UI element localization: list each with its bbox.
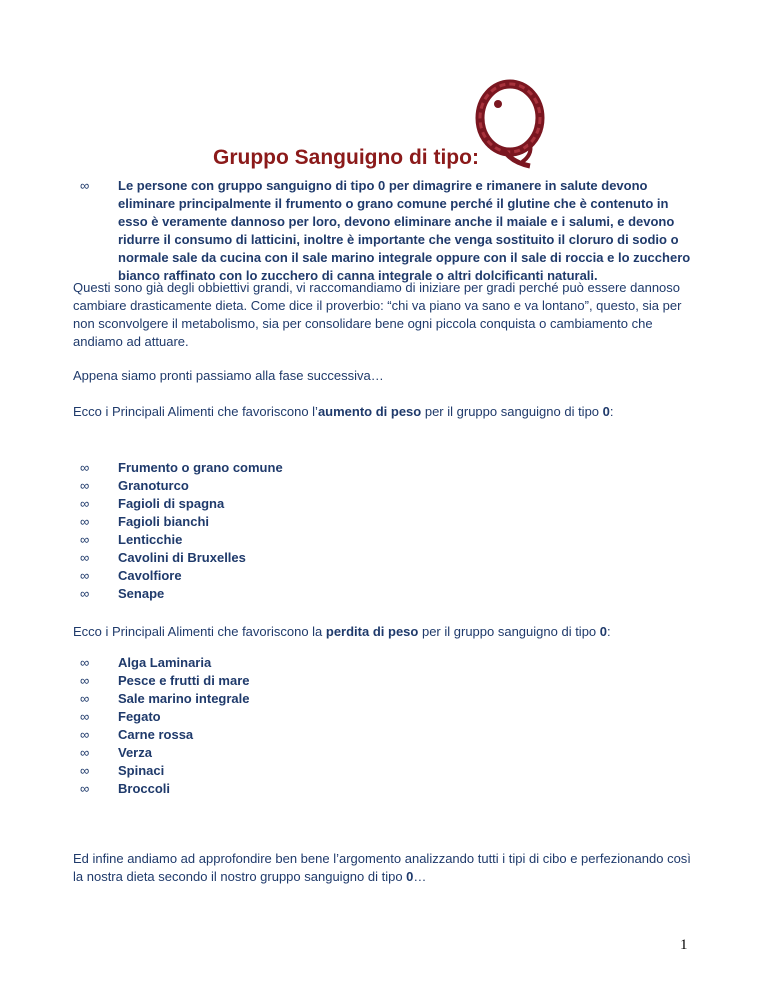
infinity-bullet-icon: ∞ <box>80 745 90 760</box>
list-item <box>80 726 480 744</box>
list-item-text: Cavolini di Bruxelles <box>118 550 246 565</box>
infinity-bullet-icon: ∞ <box>80 727 90 742</box>
loss-food-list <box>80 654 480 798</box>
list-item <box>80 531 480 549</box>
list-item-text: Alga Laminaria <box>118 655 212 670</box>
list-item <box>80 708 480 726</box>
list-item-text: Pesce e frutti di mare <box>118 673 250 688</box>
loss-heading-emphasis: perdita di peso <box>325 624 419 639</box>
list-item-text: Verza <box>118 745 152 760</box>
list-item <box>80 654 480 672</box>
infinity-bullet-icon: ∞ <box>80 655 90 670</box>
infinity-bullet-icon: ∞ <box>80 781 90 796</box>
gain-food-list <box>80 459 480 603</box>
list-item <box>80 744 480 762</box>
loss-heading-middle: per il gruppo sanguigno di tipo <box>418 624 600 639</box>
infinity-bullet-icon: ∞ <box>80 550 90 565</box>
paragraph-advice: Questi sono già degli obbiettivi grandi, vi raccomandiamo di iniziare per gradi perché può essere dannoso cambiare drasticamente dieta. Come dice il proverbio: “chi va piano va sano e va lontano”, questo, sia per non sconvolgere il metabolismo, sia per consolidare bene ogni piccola conquista o cambiamento che andiamo ad attuare. <box>73 280 682 349</box>
closing-suffix: … <box>413 869 427 884</box>
closing-text: Ed infine andiamo ad approfondire ben bene l’argomento analizzando tutti i tipi di cibo e perfezionando così la nostra dieta secondo il nostro gruppo sanguigno di tipo <box>73 851 691 884</box>
list-item <box>80 459 480 477</box>
infinity-bullet-icon: ∞ <box>80 496 90 511</box>
loss-heading-prefix: Ecco i Principali Alimenti che favoriscono la <box>73 624 326 639</box>
gain-heading-prefix: Ecco i Principali Alimenti che favoriscono l’ <box>73 404 318 419</box>
loss-heading-suffix: : <box>607 624 611 639</box>
blood-type-o-logo <box>470 78 550 170</box>
infinity-bullet-icon: ∞ <box>80 514 90 529</box>
list-item-text: Fegato <box>118 709 161 724</box>
closing-type: 0 <box>406 869 414 884</box>
infinity-bullet-icon: ∞ <box>80 691 90 706</box>
infinity-bullet-icon: ∞ <box>80 460 90 475</box>
infinity-bullet-icon: ∞ <box>80 568 90 583</box>
infinity-bullet-icon: ∞ <box>80 478 90 493</box>
loss-heading <box>73 623 703 641</box>
list-item-text: Frumento o grano comune <box>118 460 283 475</box>
list-item <box>80 495 480 513</box>
loss-heading-type: 0 <box>599 624 607 639</box>
page-number: 1 <box>680 937 688 953</box>
list-item <box>80 690 480 708</box>
infinity-bullet-icon: ∞ <box>80 763 90 778</box>
list-item-text: Lenticchie <box>118 532 183 547</box>
list-item-text: Sale marino integrale <box>118 691 250 706</box>
gain-heading-emphasis: aumento di peso <box>317 404 422 419</box>
list-item <box>80 780 480 798</box>
infinity-bullet-icon: ∞ <box>80 532 90 547</box>
list-item <box>80 477 480 495</box>
gain-heading-suffix: : <box>609 404 614 419</box>
gain-heading-type: 0 <box>602 404 610 419</box>
list-item-text: Cavolfiore <box>118 568 182 583</box>
page-title: Gruppo Sanguigno di tipo: <box>213 146 479 169</box>
list-item <box>80 549 480 567</box>
list-item-text: Fagioli di spagna <box>118 496 225 511</box>
gain-heading <box>73 403 703 421</box>
intro-bullet <box>80 177 700 285</box>
list-item <box>80 567 480 585</box>
list-item-text: Granoturco <box>118 478 189 493</box>
list-item <box>80 672 480 690</box>
list-item-text: Spinaci <box>118 763 165 778</box>
infinity-bullet-icon: ∞ <box>80 673 90 688</box>
intro-bullet-text: Le persone con gruppo sanguigno di tipo 0 per dimagrire e rimanere in salute devono eliminare principalmente il frumento o grano comune perché il glutine che è contenuto in esso è veramente dannoso per loro, devono eliminare anche il maiale e i salumi, e devono ridurre il consumo di latticini, inoltre è importante che venga sostituito il cloruro di sodio o normale sale da cucina con il sale marino integrale oppure con il sale di roccia e lo zucchero bianco raffinato con lo zucchero di canna integrale o altri dolcificanti naturali. <box>118 178 691 283</box>
list-item-text: Carne rossa <box>118 727 194 742</box>
closing-paragraph <box>73 850 703 886</box>
list-item-text: Senape <box>118 586 165 601</box>
list-item-text: Broccoli <box>118 781 171 796</box>
list-item <box>80 762 480 780</box>
infinity-bullet-icon: ∞ <box>80 586 90 601</box>
list-item <box>80 585 480 603</box>
infinity-bullet-icon: ∞ <box>80 709 90 724</box>
list-item-text: Fagioli bianchi <box>118 514 210 529</box>
infinity-bullet-icon: ∞ <box>80 178 90 193</box>
gain-heading-middle: per il gruppo sanguigno di tipo <box>421 404 603 419</box>
paragraph-next-phase: Appena siamo pronti passiamo alla fase successiva… <box>73 368 384 383</box>
list-item <box>80 513 480 531</box>
